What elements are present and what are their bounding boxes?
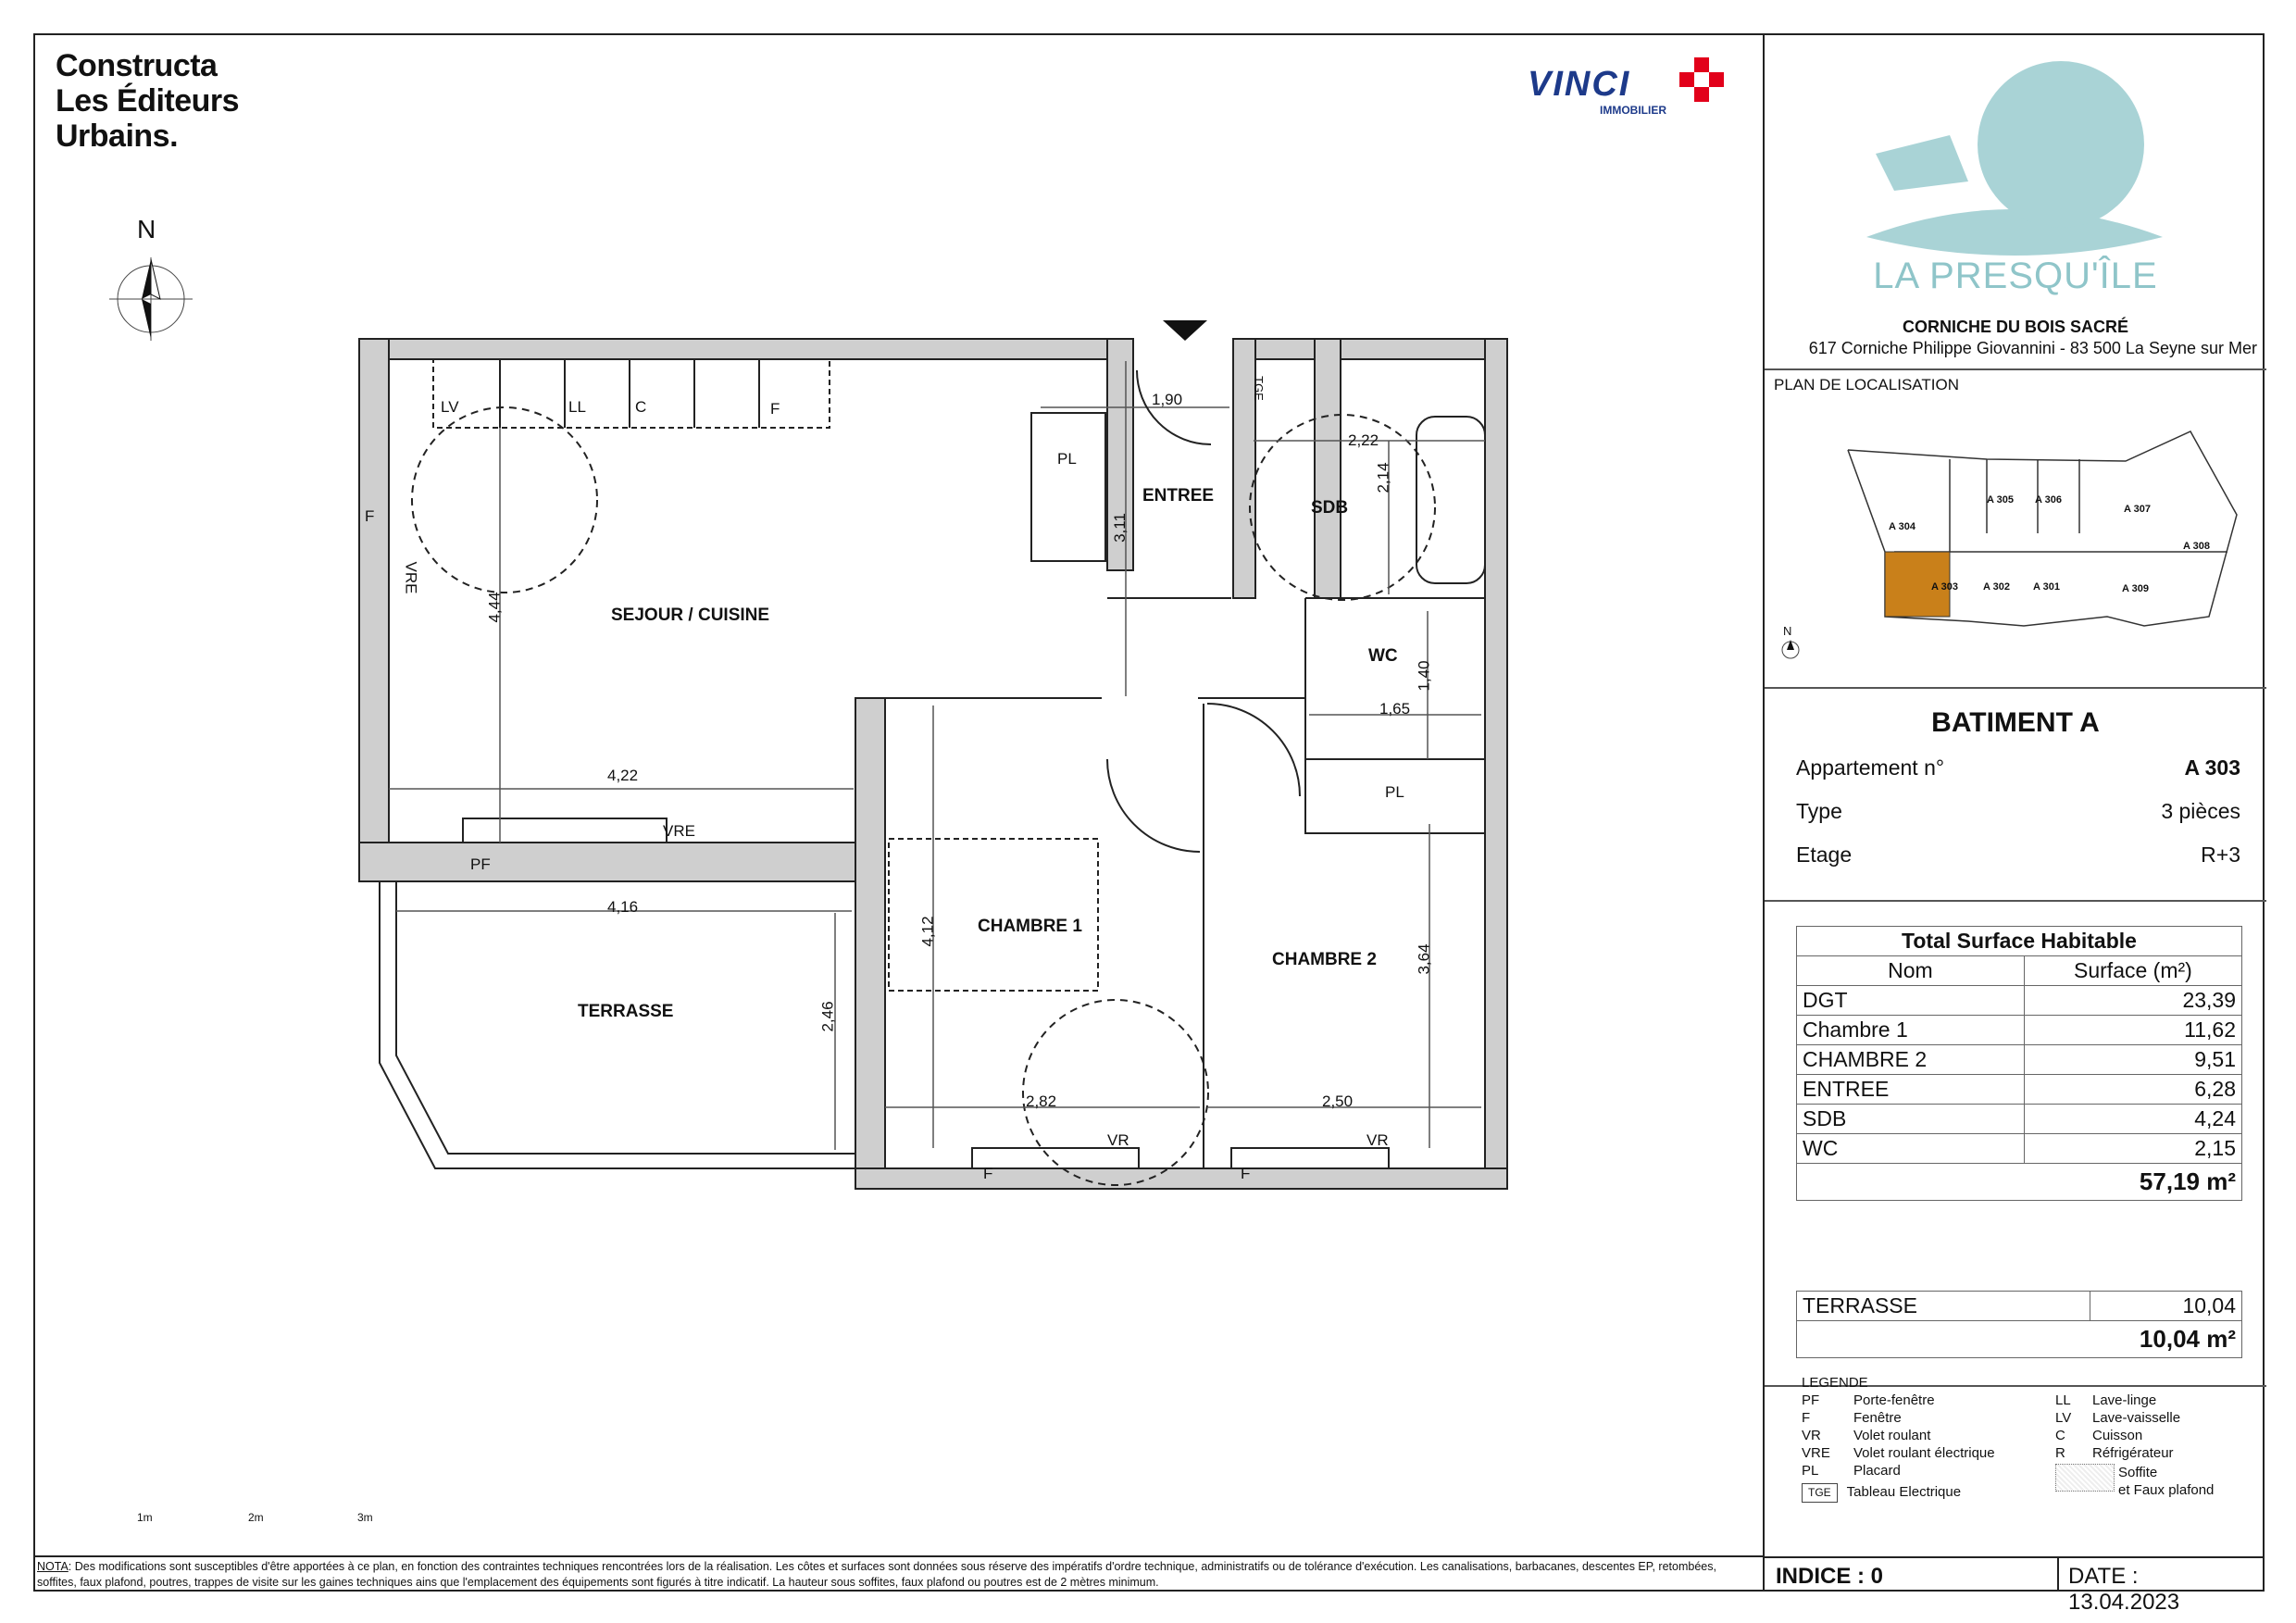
project-address: 617 Corniche Philippe Giovannini - 83 500 La Seyne sur Mer xyxy=(1808,339,2257,357)
legend-item: PL Placard xyxy=(1802,1463,1901,1479)
date: DATE : 13.04.2023 xyxy=(2059,1556,2265,1592)
legend-item: TGE Tableau Electrique xyxy=(1802,1483,2265,1503)
scale-1m: 1m xyxy=(137,1511,153,1524)
table-row xyxy=(1797,1045,2242,1075)
dim-250: 2,50 xyxy=(1322,1092,1354,1110)
building-title: BATIMENT A xyxy=(1931,707,2100,738)
row-value: 6,28 xyxy=(2024,1075,2241,1105)
unit-a305: A 305 xyxy=(1987,494,2014,506)
dim-444: 4,44 xyxy=(485,592,504,623)
col-surface: Surface (m²) xyxy=(2024,956,2241,986)
unit-a307: A 307 xyxy=(2124,504,2151,515)
unit-a306: A 306 xyxy=(2035,494,2062,506)
room-chambre2: CHAMBRE 2 xyxy=(1272,950,1377,969)
soffit-swatch xyxy=(2055,1464,2115,1492)
table-row xyxy=(1797,1016,2242,1045)
entrance-arrow-icon xyxy=(1163,320,1207,341)
surface-total: 57,19 m² xyxy=(1797,1164,2242,1201)
label-vre-west: VRE xyxy=(402,561,420,594)
dim-412: 4,12 xyxy=(918,916,937,947)
vinci-wordmark: VINCI xyxy=(1528,65,1631,104)
type-value: 3 pièces xyxy=(2161,799,2240,823)
dim-246: 2,46 xyxy=(818,1001,837,1032)
label-vr-ch2: VR xyxy=(1366,1131,1389,1149)
row-value: 4,24 xyxy=(2024,1105,2241,1134)
label-f-west: F xyxy=(365,507,375,525)
appt-label: Appartement n° xyxy=(1796,755,1945,780)
unit-a304: A 304 xyxy=(1889,521,1915,532)
legend-item: VR Volet roulant xyxy=(1802,1428,1931,1443)
unit-a301: A 301 xyxy=(2033,581,2060,593)
loc-compass-label: N xyxy=(1783,624,1792,638)
legend-item: VRE Volet roulant électrique xyxy=(1802,1445,1995,1461)
room-entree: ENTREE xyxy=(1142,486,1215,506)
row-value: 2,15 xyxy=(2024,1134,2241,1164)
project-title: CORNICHE DU BOIS SACRÉ xyxy=(1902,318,2129,336)
label-f-ch1: F xyxy=(983,1165,993,1182)
unit-a303: A 303 xyxy=(1931,581,1958,593)
label-f-ch2: F xyxy=(1241,1165,1251,1182)
dim-416: 4,16 xyxy=(607,898,639,916)
scale-2m: 2m xyxy=(248,1511,264,1524)
room-sdb: SDB xyxy=(1311,498,1349,518)
table-row xyxy=(1797,1105,2242,1134)
row-name: ENTREE xyxy=(1797,1075,2025,1105)
floor-row xyxy=(1796,843,2240,868)
dim-190: 1,90 xyxy=(1152,391,1183,408)
compass-label: N xyxy=(137,215,156,243)
appt-row xyxy=(1796,755,2240,780)
room-chambre1: CHAMBRE 1 xyxy=(978,917,1082,936)
dim-214: 2,14 xyxy=(1374,462,1392,493)
dim-165: 1,65 xyxy=(1379,700,1411,718)
label-vre-south: VRE xyxy=(663,822,695,840)
row-value: 11,62 xyxy=(2024,1016,2241,1045)
label-ll: LL xyxy=(568,398,586,416)
table-row xyxy=(1797,1134,2242,1164)
legend-title: LEGENDE xyxy=(1802,1375,1868,1391)
label-tge: TGE xyxy=(1251,376,1266,401)
row-name: SDB xyxy=(1797,1105,2025,1134)
row-name: WC xyxy=(1797,1134,2025,1164)
footer-note xyxy=(37,1559,1759,1591)
row-value: 9,51 xyxy=(2024,1045,2241,1075)
terrace-value: 10,04 xyxy=(2090,1292,2242,1321)
dim-222: 2,22 xyxy=(1348,431,1379,449)
floor-label: Etage xyxy=(1796,843,1853,867)
dim-364: 3,64 xyxy=(1415,943,1433,975)
row-name: DGT xyxy=(1797,986,2025,1016)
brand-line-1: Constructa xyxy=(56,48,218,83)
loc-compass-icon xyxy=(1779,639,1802,661)
label-lv: LV xyxy=(441,398,459,416)
row-value: 23,39 xyxy=(2024,986,2241,1016)
legend-item: C Cuisson xyxy=(2055,1428,2143,1443)
room-wc: WC xyxy=(1368,646,1398,666)
loc-plan-label: PLAN DE LOCALISATION xyxy=(1774,376,1959,393)
unit-a309: A 309 xyxy=(2122,583,2149,594)
dim-282: 2,82 xyxy=(1026,1092,1057,1110)
col-nom: Nom xyxy=(1797,956,2025,986)
tge-badge: TGE xyxy=(1802,1483,1838,1503)
label-c: C xyxy=(635,398,647,416)
sidebar xyxy=(1763,33,2265,1592)
brand-line-2: Les Éditeurs xyxy=(56,83,240,119)
room-sejour: SEJOUR / CUISINE xyxy=(611,606,770,625)
table-row xyxy=(1797,1075,2242,1105)
legend xyxy=(1802,1374,2265,1503)
appt-value: A 303 xyxy=(2184,755,2240,780)
label-pl-ch2: PL xyxy=(1385,783,1404,801)
legend-item: LL Lave-linge xyxy=(2055,1392,2157,1408)
dim-422: 4,22 xyxy=(607,767,639,784)
floor-value: R+3 xyxy=(2201,843,2240,867)
row-name: Chambre 1 xyxy=(1797,1016,2025,1045)
vinci-subtitle: IMMOBILIER xyxy=(1600,104,1666,117)
label-f-kitchen: F xyxy=(770,400,780,418)
legend-item: Soffite et Faux plafond xyxy=(2055,1464,2259,1499)
indice: INDICE : 0 xyxy=(1763,1556,2059,1592)
scale-3m: 3m xyxy=(357,1511,373,1524)
unit-a308: A 308 xyxy=(2183,541,2210,552)
row-name: CHAMBRE 2 xyxy=(1797,1045,2025,1075)
legend-item: F Fenêtre xyxy=(1802,1410,1902,1426)
brand-line-3: Urbains. xyxy=(56,119,179,154)
note-label: NOTA xyxy=(37,1560,69,1573)
label-pl-entree: PL xyxy=(1057,450,1077,468)
presquile-logo-icon xyxy=(1839,43,2190,265)
terrace-total: 10,04 m² xyxy=(1797,1321,2242,1358)
legend-item: LV Lave-vaisselle xyxy=(2055,1410,2181,1426)
legend-item: PF Porte-fenêtre xyxy=(1802,1392,1935,1408)
table-row xyxy=(1797,986,2242,1016)
unit-a302: A 302 xyxy=(1983,581,2010,593)
note-text: : Des modifications sont susceptibles d'être apportées à ce plan, en fonction des contraintes techniques rencontrées lors de la réalisation. Les côtes et surfaces sont données sous réserve des impératifs d'ordre technique, administratifs ou de tolérance d'exécution. Les canalisations, barbacanes, descentes EP, retombées, soffites, faux plafond, poutres, trappes de visite sur les gaines techniques ains que l'emplacement des équipements sont figurés à titre indicatif. La hauteur sous soffites, faux plafond ou poutres est de 2 mètres minimum. xyxy=(37,1560,1716,1589)
room-terrasse: TERRASSE xyxy=(578,1002,674,1021)
dim-140: 1,40 xyxy=(1415,660,1433,692)
footer-divider xyxy=(33,1555,1765,1557)
table-row xyxy=(1797,1292,2242,1321)
legend-item: R Réfrigérateur xyxy=(2055,1445,2174,1461)
project-name: LA PRESQU'ÎLE xyxy=(1873,256,2158,296)
dim-311: 3,11 xyxy=(1110,513,1129,543)
label-pf: PF xyxy=(470,855,491,873)
label-vr-ch1: VR xyxy=(1107,1131,1129,1149)
terrace-name: TERRASSE xyxy=(1797,1292,2090,1321)
terrace-table xyxy=(1796,1291,2242,1358)
type-label: Type xyxy=(1796,799,1842,823)
type-row xyxy=(1796,799,2240,824)
surface-table xyxy=(1796,926,2242,1201)
surface-title: Total Surface Habitable xyxy=(1797,927,2242,956)
